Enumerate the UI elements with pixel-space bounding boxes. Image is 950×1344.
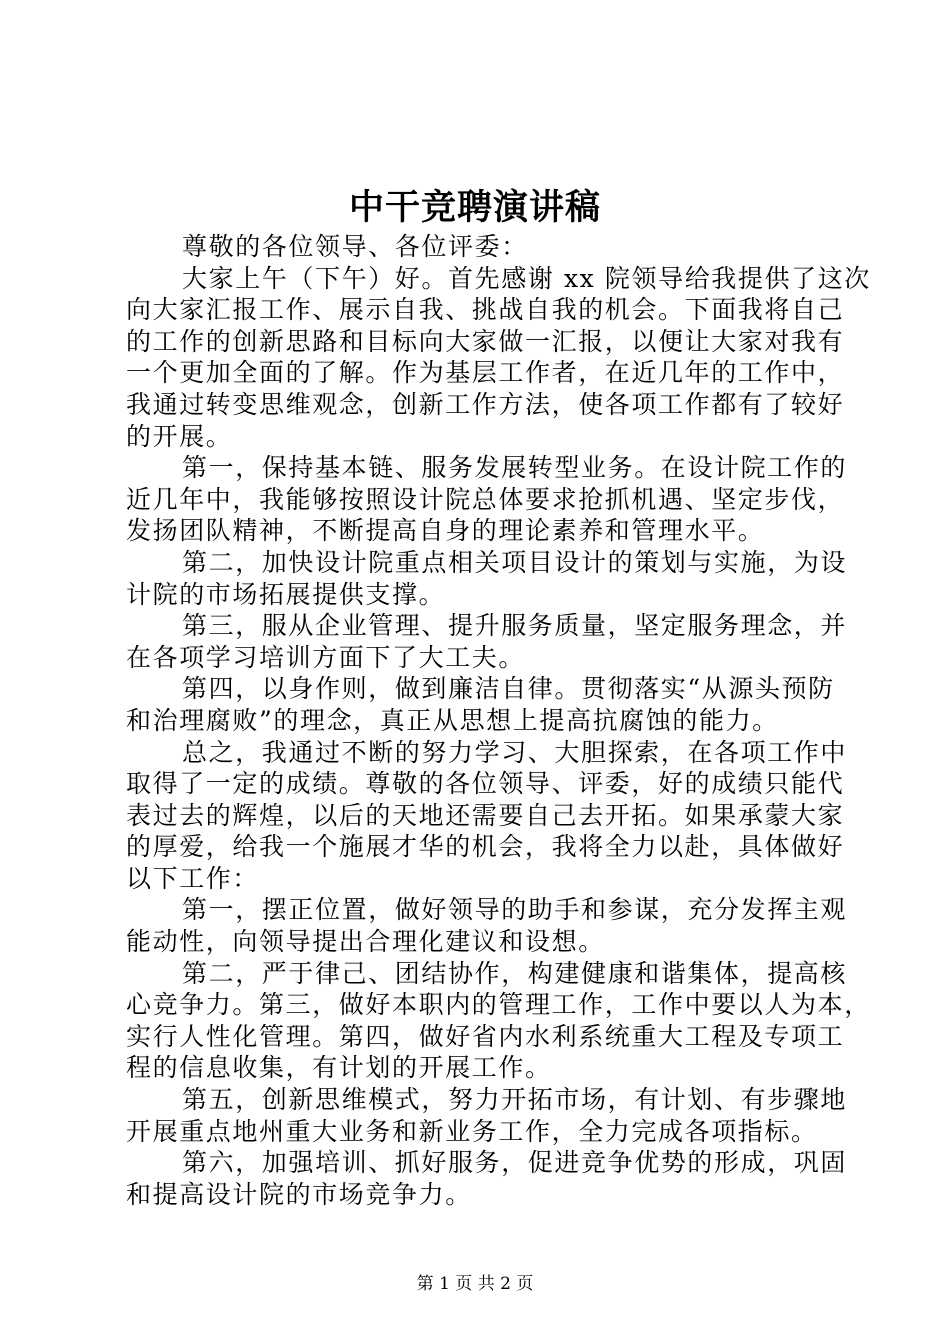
- body-line: 和提高设计院的市场竞争力。: [126, 1179, 472, 1209]
- body-line: 近几年中，我能够按照设计院总体要求抢抓机遇、坚定步伐，: [126, 484, 845, 514]
- body-line: 第二，严于律己、团结协作，构建健康和谐集体，提高核: [182, 958, 848, 988]
- body-line: 在各项学习培训方面下了大工夫。: [126, 642, 526, 672]
- body-line: 我通过转变思维观念，创新工作方法，使各项工作都有了较好: [126, 389, 845, 419]
- body-line: 第一，保持基本链、服务发展转型业务。在设计院工作的: [182, 453, 848, 483]
- body-line: 的厚爱，给我一个施展才华的机会，我将全力以赴，具体做好: [126, 832, 845, 862]
- body-line: 第六，加强培训、抓好服务，促进竞争优势的形成，巩固: [182, 1148, 848, 1178]
- body-line: 向大家汇报工作、展示自我、挑战自我的机会。下面我将自己: [126, 295, 845, 325]
- document-body: [126, 231, 871, 1210]
- body-line: 和治理腐败”的理念，真正从思想上提高抗腐蚀的能力。: [126, 705, 779, 735]
- body-line: 总之，我通过不断的努力学习、大胆探索，在各项工作中: [182, 737, 848, 767]
- body-line: 能动性，向领导提出合理化建议和设想。: [126, 927, 605, 957]
- body-line: 程的信息收集，有计划的开展工作。: [126, 1053, 552, 1083]
- body-line: 第五，创新思维模式，努力开拓市场，有计划、有步骤地: [182, 1085, 848, 1115]
- body-line: 以下工作：: [126, 863, 260, 893]
- body-line: 一个更加全面的了解。作为基层工作者，在近几年的工作中，: [126, 358, 845, 388]
- page-number-footer: 第 1 页 共 2 页: [416, 1274, 534, 1294]
- body-line: 尊敬的各位领导、各位评委：: [182, 232, 528, 261]
- body-line: 第二，加快设计院重点相关项目设计的策划与实施，为设: [182, 547, 848, 577]
- body-line: 心竞争力。第三，做好本职内的管理工作，工作中要以人为本，: [126, 990, 871, 1020]
- body-line: 开展重点地州重大业务和新业务工作，全力完成各项指标。: [126, 1116, 818, 1146]
- body-line: 大家上午（下午）好。首先感谢 xx 院领导给我提供了这次: [182, 263, 871, 293]
- body-line: 取得了一定的成绩。尊敬的各位领导、评委，好的成绩只能代: [126, 769, 845, 799]
- document-title: 中干竞聘演讲稿: [348, 187, 601, 228]
- body-line: 的工作的创新思路和目标向大家做一汇报，以便让大家对我有: [126, 326, 845, 356]
- body-line: 第四，以身作则，做到廉洁自律。贯彻落实“从源头预防: [182, 674, 835, 704]
- body-line: 表过去的辉煌，以后的天地还需要自己去开拓。如果承蒙大家: [126, 800, 845, 830]
- body-line: 第三，服从企业管理、提升服务质量，坚定服务理念，并: [182, 611, 848, 641]
- body-line: 的开展。: [126, 421, 233, 451]
- body-line: 计院的市场拓展提供支撑。: [126, 579, 446, 609]
- body-line: 第一，摆正位置，做好领导的助手和参谋，充分发挥主观: [182, 895, 848, 925]
- body-line: 实行人性化管理。第四，做好省内水利系统重大工程及专项工: [126, 1021, 845, 1051]
- body-line: 发扬团队精神，不断提高自身的理论素养和管理水平。: [126, 516, 765, 546]
